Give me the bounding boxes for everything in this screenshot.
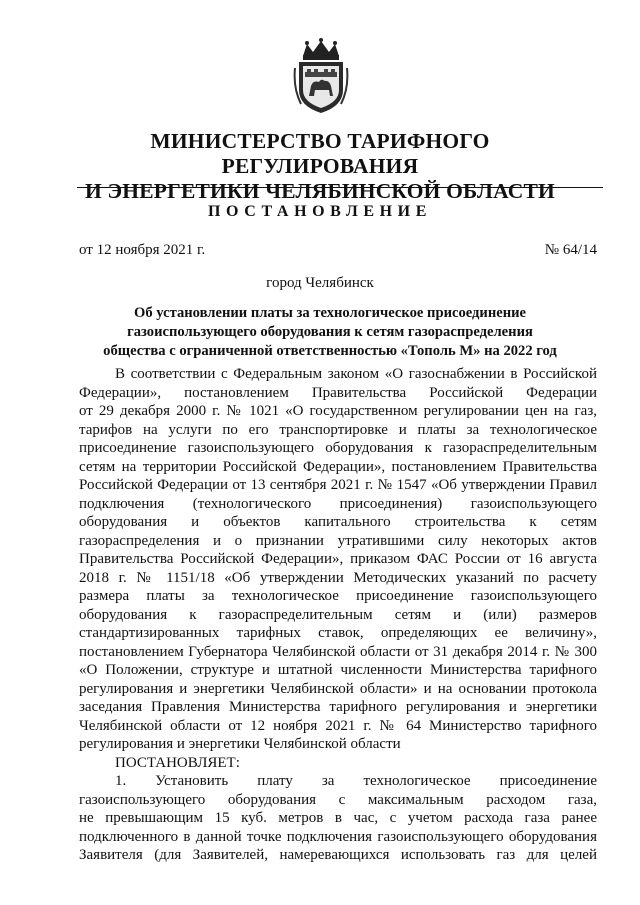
body-line: постановлением Губернатора Челябинской области от 31 декабря 2014 г. № 300 <box>79 644 597 660</box>
ministry-name-line-1: МИНИСТЕРСТВО ТАРИФНОГО РЕГУЛИРОВАНИЯ <box>150 129 490 178</box>
body-line: Федерации», постановлением Правительства Российской Федерации <box>79 385 597 401</box>
item-line: Заявителя (для Заявителей, намеревающихся использовать газ для целей <box>79 847 597 863</box>
document-type-title: ПОСТАНОВЛЕНИЕ <box>208 203 432 220</box>
body-line: регулирования и энергетики Челябинской области <box>79 736 401 752</box>
body-line: подключения (технологического присоединения) газоиспользующего <box>79 496 597 512</box>
body-line: стандартизированных тарифных ставок, определяющих ее величину», <box>79 625 597 641</box>
body-line: оборудования и объектов капитального строительства к сетям <box>79 514 597 530</box>
body-line: газораспределения и о признании утратившими силу некоторых актов <box>79 533 597 549</box>
body-line: В соответствии с Федеральным законом «О газоснабжении в Российской <box>115 366 597 382</box>
header-divider <box>77 187 603 188</box>
ministry-name-line-2: И ЭНЕРГЕТИКИ ЧЕЛЯБИНСКОЙ ОБЛАСТИ <box>85 179 555 203</box>
document-subject <box>90 304 570 361</box>
item-line: не превышающим 15 куб. метров в час, с учетом расхода газа ранее <box>79 810 597 826</box>
item-line: подключенного в данной точке подключения газоиспользующего оборудования <box>79 829 597 845</box>
body-line: тарифов на услуги по его транспортировке и платы за технологическое <box>79 422 597 438</box>
body-line: присоединение газоиспользующего оборудования к газораспределительным <box>79 440 597 456</box>
document-number: № 64/14 <box>544 242 597 258</box>
body-line: от 29 декабря 2000 г. № 1021 «О государственном регулировании цен на газ, <box>79 403 597 419</box>
crown-shield-icon <box>293 38 349 114</box>
subject-line: Об установлении платы за технологическое присоединение <box>133 305 527 321</box>
body-line: 2018 г. № 1151/18 «Об утверждении Методических указаний по расчету <box>79 570 597 586</box>
body-line: Российской Федерации от 13 сентября 2021 г. № 1547 «Об утверждении Правил <box>79 477 597 493</box>
document-date: от 12 ноября 2021 г. <box>79 242 206 258</box>
body-line: оборудования к газораспределительным сетям и (или) размеров <box>79 607 597 623</box>
item-line: газоиспользующего оборудования с максимальным расходом газа, <box>79 792 597 808</box>
subject-line: общества с ограниченной ответственностью «Тополь М» на 2022 год <box>103 343 557 359</box>
resolves-heading: ПОСТАНОВЛЯЕТ: <box>115 755 240 771</box>
body-line: сетям на территории Российской Федерации», постановлением Правительства <box>79 459 597 475</box>
body-line: размера платы за технологическое присоединение газоиспользующего <box>79 588 597 604</box>
body-line: «О Положении, структуре и штатной численности Министерства тарифного <box>79 662 597 678</box>
document-city: город Челябинск <box>266 275 374 291</box>
item-line: 1. Установить плату за технологическое присоединение <box>115 773 597 789</box>
body-line: Челябинской области от 12 ноября 2021 г. № 64 Министерство тарифного <box>79 718 597 734</box>
ministry-name <box>60 129 580 204</box>
body-line: регулирования и энергетики Челябинской области» и на основании протокола <box>79 681 597 697</box>
coat-of-arms-emblem <box>293 38 349 114</box>
body-line: Правительства Российской Федерации», приказом ФАС России от 16 августа <box>79 551 597 567</box>
subject-line: газоиспользующего оборудования к сетям газораспределения <box>127 324 533 340</box>
body-line: заседания Правления Министерства тарифного регулирования и энергетики <box>79 699 597 715</box>
